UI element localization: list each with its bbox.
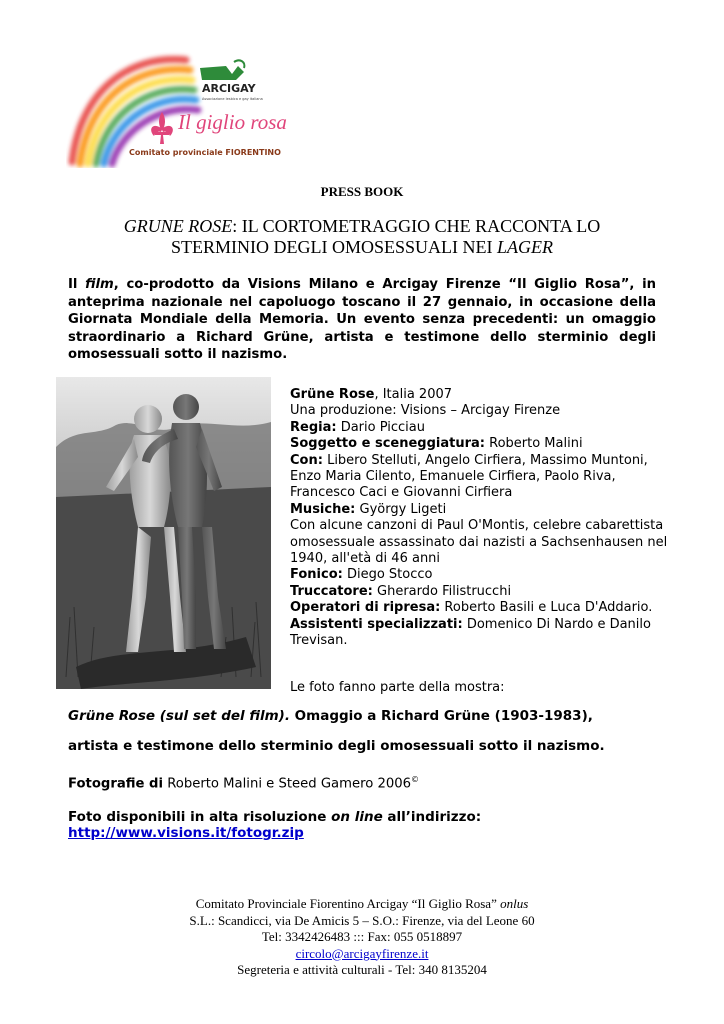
credit-assistenti: Assistenti specializzati: Domenico Di Nardo e Danilo Trevisan. <box>290 616 651 649</box>
photography-label: Fotografie di <box>68 776 164 792</box>
footer-secretary: Segreteria e attività culturali - Tel: 340 8135204 <box>237 962 487 977</box>
credit-truccatore: Truccatore: Gherardo Filistrucchi <box>290 583 512 599</box>
press-book-heading: PRESS BOOK <box>320 184 404 199</box>
giglio-rosa-name: Il giglio rosa <box>178 110 287 134</box>
title-film-name: GRUNE ROSE <box>123 216 233 236</box>
photo-image <box>56 377 271 689</box>
intro-text-2: , co-prodotto da Visions Milano e Arcigay Firenze “Il Giglio Rosa”, in anteprima nazionale nel capoluogo toscano il 27 gennaio, in occasione della Giornata Mondiale della Memoria. Un evento senza precedenti: un omaggio straordinario a Richard Grüne, artista e testimone dello sterminio degli omosessuali sotto il nazismo. <box>68 277 656 362</box>
credit-operatori: Operatori di ripresa: Roberto Basili e Luca D'Addario. <box>290 600 653 616</box>
mostra-note: Le foto fanno parte della mostra: <box>290 680 505 695</box>
photography-value: Roberto Malini e Steed Gamero 2006 <box>163 776 412 792</box>
photos-download-link[interactable]: http://www.visions.it/fotogr.zip <box>68 825 304 841</box>
credit-fonico: Fonico: Diego Stocco <box>290 567 433 583</box>
arcigay-brand-text: ARCIGAY <box>202 82 256 95</box>
credit-canzoni: Con alcune canzoni di Paul O'Montis, celebre cabarettista omosessuale assassinato dai nazisti a Sachsenhausen nel 1940, all'età di 46 anni <box>290 518 668 567</box>
committee-label: Comitato provinciale FIORENTINO <box>129 148 281 157</box>
artista-line: artista e testimone dello sterminio degli omosessuali sotto il nazismo. <box>68 738 605 754</box>
photography-credit <box>68 775 419 791</box>
credit-con: Con: Libero Stelluti, Angelo Cirfiera, Massimo Muntoni, Enzo Maria Cilento, Emanuele Cirfiera, Paolo Riva, Francesco Caci e Giovanni Cirfiera <box>290 452 648 501</box>
footer-phone: Tel: 3342426483 ::: Fax: 055 0518897 <box>261 929 463 944</box>
film-credits <box>290 387 670 650</box>
film-still-photo <box>56 377 271 689</box>
arcigay-mark-icon <box>200 60 244 80</box>
credit-title: Grüne Rose, Italia 2007 <box>290 387 453 402</box>
intro-text-1: Il <box>68 277 86 292</box>
footer-contact <box>0 896 724 979</box>
arcigay-logo <box>66 44 290 168</box>
credit-production: Una produzione: Visions – Arcigay Firenze <box>290 403 561 419</box>
intro-paragraph <box>68 276 656 364</box>
copyright-mark: © <box>411 775 420 784</box>
credit-soggetto: Soggetto e sceneggiatura: Roberto Malini <box>290 436 583 452</box>
title-part1: : IL CORTOMETRAGGIO CHE RACCONTA LO <box>232 216 601 236</box>
footer-address: S.L.: Scandicci, via De Amicis 5 – S.O.: Firenze, via del Leone 60 <box>189 912 535 928</box>
intro-film-word: film <box>85 277 114 292</box>
footer-org-name: Comitato Provinciale Fiorentino Arcigay “Il Giglio Rosa” onlus <box>195 896 529 911</box>
footer-email-line <box>0 946 724 963</box>
title-lager: LAGER <box>497 237 553 257</box>
credit-musiche: Musiche: György Ligeti <box>290 501 447 517</box>
credit-regia: Regia: Dario Picciau <box>290 419 425 435</box>
omaggio-line <box>68 708 593 724</box>
arcigay-subtitle: Associazione lesbica e gay italiana <box>202 97 263 101</box>
title-part2: STERMINIO DEGLI OMOSESSUALI NEI <box>171 237 497 257</box>
document-title <box>60 216 664 258</box>
online-word: on line <box>331 809 383 825</box>
footer-email-link[interactable]: circolo@arcigayfirenze.it <box>295 945 429 961</box>
photo-availability: Foto disponibili in alta risoluzione on line all’indirizzo: <box>68 809 482 825</box>
omaggio-title: Grüne Rose (sul set del film). <box>68 708 290 724</box>
omaggio-rest: Omaggio a Richard Grüne (1903-1983), <box>289 708 593 724</box>
